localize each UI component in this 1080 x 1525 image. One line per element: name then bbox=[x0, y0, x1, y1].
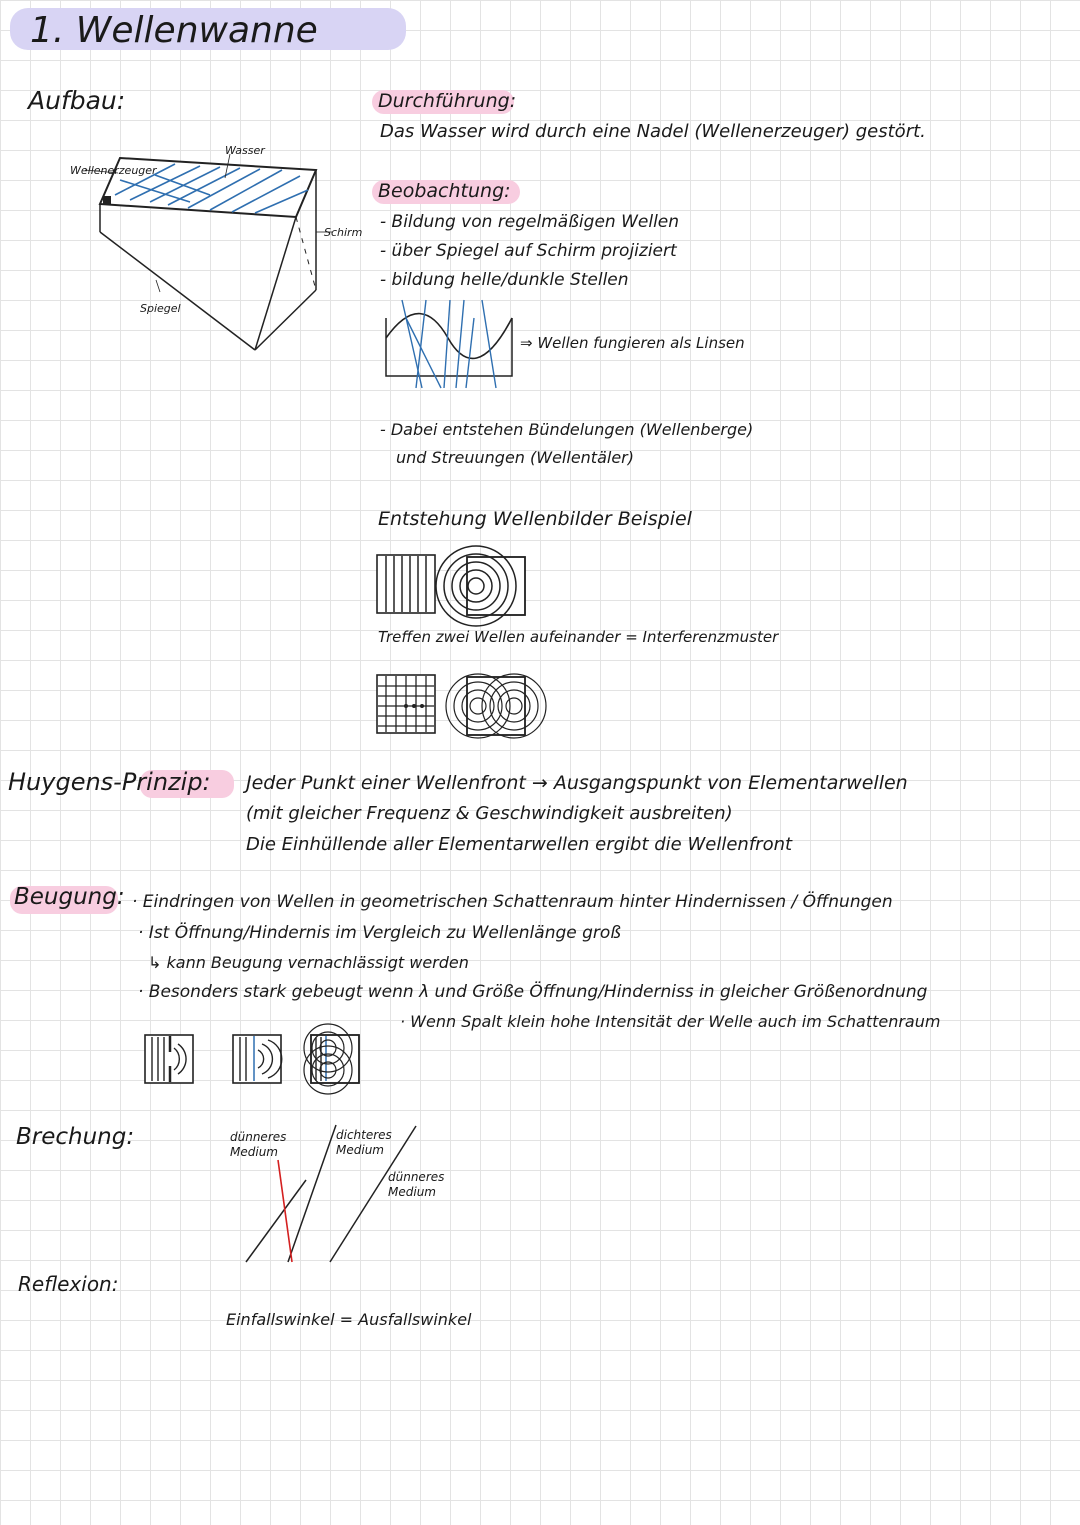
label-wellenerzeuger: Wellenerzeuger bbox=[70, 164, 157, 177]
label-wasser: Wasser bbox=[225, 144, 265, 157]
beugung-line-5: · Wenn Spalt klein hohe Intensität der Welle auch im Schattenraum bbox=[400, 1012, 941, 1031]
label-duenneres-1: dünneres Medium bbox=[230, 1130, 287, 1159]
reflexion-rule: Einfallswinkel = Ausfallswinkel bbox=[226, 1310, 472, 1329]
wave-pattern-straight bbox=[376, 554, 438, 616]
durchfuehrung-text: Das Wasser wird durch eine Nadel (Wellenerzeuger) gestört. bbox=[380, 121, 926, 142]
huygens-line-2: (mit gleicher Frequenz & Geschwindigkeit ausbreiten) bbox=[246, 803, 733, 824]
beugung-line-2: · Ist Öffnung/Hindernis im Vergleich zu Wellenlänge groß bbox=[138, 923, 622, 943]
lens-note: ⇒ Wellen fungieren als Linsen bbox=[520, 334, 745, 352]
interference-grid-pattern bbox=[376, 674, 438, 736]
huygens-line-1: Jeder Punkt einer Wellenfront → Ausgangspunkt von Elementarwellen bbox=[246, 772, 908, 794]
wave-pattern-circular bbox=[466, 556, 528, 618]
beugung-line-1: · Eindringen von Wellen in geometrischen Schattenraum hinter Hindernissen / Öffnungen bbox=[132, 892, 893, 912]
label-duenneres-2: dünneres Medium bbox=[388, 1170, 445, 1199]
bundling-line-2: und Streuungen (Wellentäler) bbox=[396, 448, 634, 467]
beugung-heading: Beugung: bbox=[14, 884, 125, 910]
bundling-line-1: - Dabei entstehen Bündelungen (Wellenberge) bbox=[380, 420, 754, 439]
label-spiegel: Spiegel bbox=[140, 302, 181, 315]
reflexion-heading: Reflexion: bbox=[18, 1272, 119, 1296]
entstehung-heading: Entstehung Wellenbilder Beispiel bbox=[378, 508, 692, 530]
durchfuehrung-heading: Durchführung: bbox=[378, 90, 517, 112]
diffraction-sketch-2 bbox=[232, 1034, 284, 1086]
beobachtung-item-3: - bildung helle/dunkle Stellen bbox=[380, 270, 629, 290]
diffraction-sketch-1 bbox=[144, 1034, 196, 1086]
huygens-heading: Huygens-Prinzip: bbox=[8, 768, 211, 796]
label-dichteres: dichteres Medium bbox=[336, 1128, 392, 1157]
huygens-line-3: Die Einhüllende aller Elementarwellen ergibt die Wellenfront bbox=[246, 834, 793, 855]
beobachtung-heading: Beobachtung: bbox=[378, 180, 511, 202]
beobachtung-item-1: - Bildung von regelmäßigen Wellen bbox=[380, 212, 680, 232]
beugung-line-3: ↳ kann Beugung vernachlässigt werden bbox=[148, 953, 469, 972]
brechung-heading: Brechung: bbox=[16, 1124, 135, 1150]
diffraction-sketch-3 bbox=[310, 1034, 362, 1086]
lens-wave-sketch bbox=[386, 298, 516, 378]
beobachtung-item-2: - über Spiegel auf Schirm projiziert bbox=[380, 241, 677, 261]
page-title: 1. Wellenwanne bbox=[30, 10, 318, 51]
interference-circle-pattern bbox=[466, 676, 528, 738]
aufbau-heading: Aufbau: bbox=[28, 86, 126, 115]
label-schirm: Schirm bbox=[324, 226, 363, 239]
wave-generator-block bbox=[103, 196, 111, 204]
beugung-line-4: · Besonders stark gebeugt wenn λ und Größe Öffnung/Hinderniss in gleicher Größenordnung bbox=[138, 982, 928, 1002]
interference-note: Treffen zwei Wellen aufeinander = Interferenzmuster bbox=[378, 628, 779, 646]
